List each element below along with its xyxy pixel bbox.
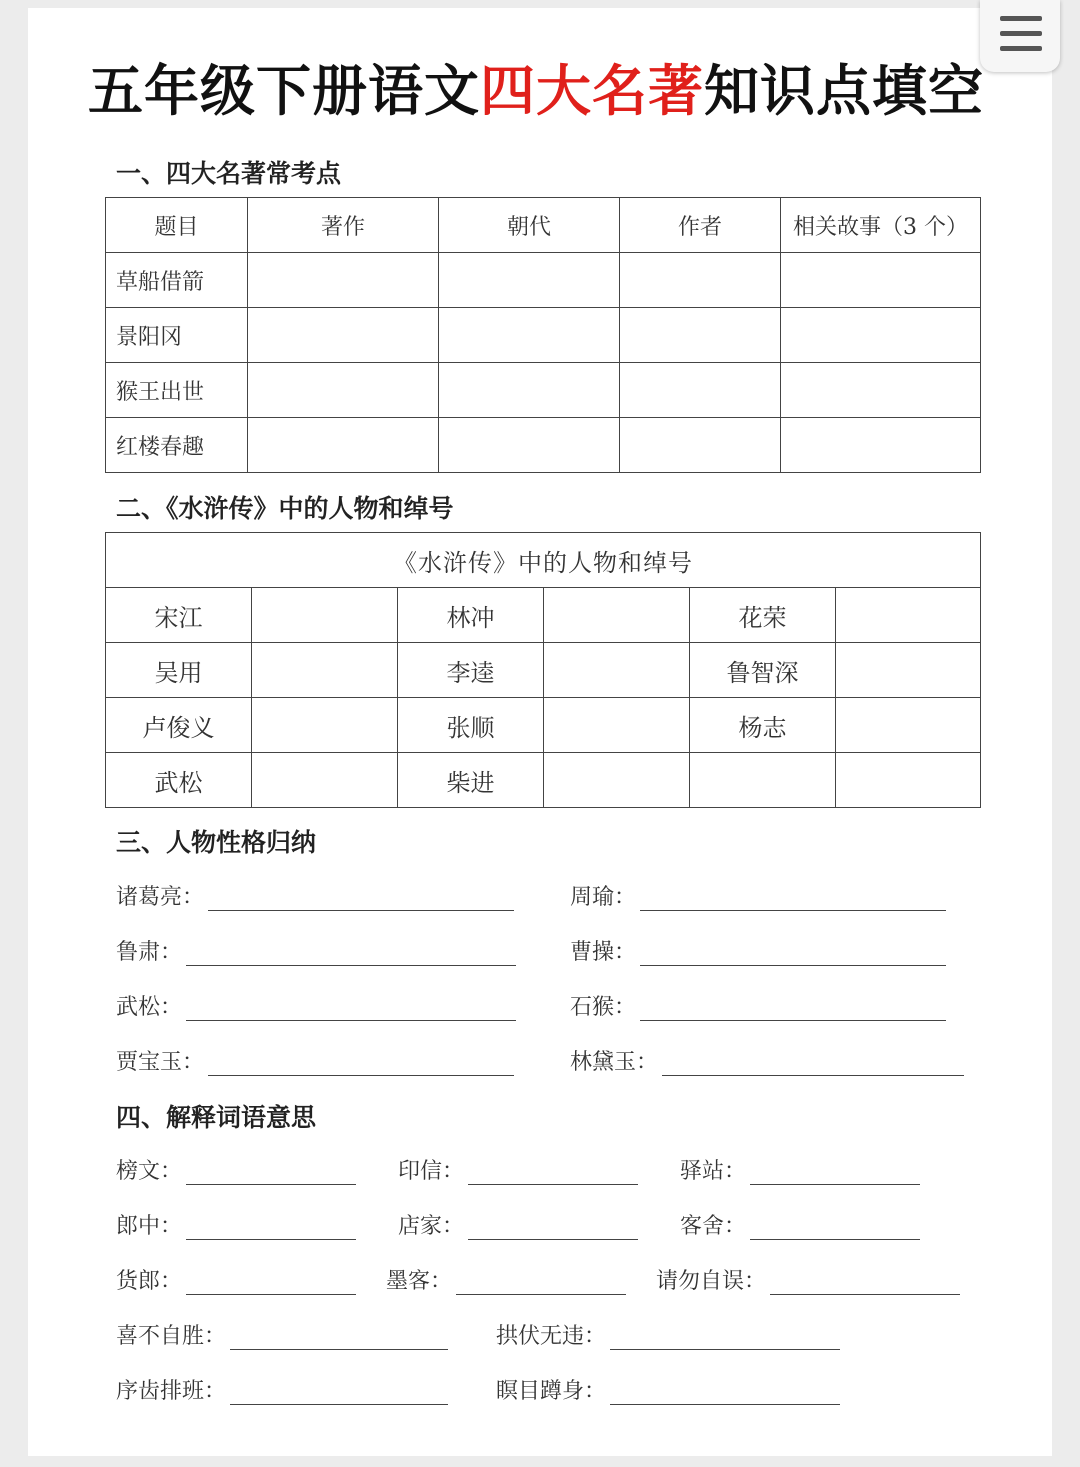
fill-item [116, 1209, 356, 1240]
characters-table [105, 532, 981, 808]
blank-cell[interactable] [439, 253, 620, 308]
character-cell: 宋江 [106, 588, 252, 643]
blank-cell[interactable] [439, 418, 620, 473]
fill-label: 货郎： [116, 1269, 183, 1294]
table-banner-row [106, 533, 981, 588]
fill-item [116, 1154, 356, 1185]
character-cell: 张顺 [398, 698, 544, 753]
blank-cell[interactable] [620, 363, 781, 418]
blank-cell[interactable] [544, 753, 690, 808]
fill-blank[interactable] [208, 1055, 514, 1076]
character-cell: 吴用 [106, 643, 252, 698]
blank-cell[interactable] [439, 363, 620, 418]
fill-blank[interactable] [186, 1164, 356, 1185]
menu-icon-bar [1000, 46, 1042, 51]
fill-item [116, 1264, 356, 1295]
fill-blank[interactable] [186, 1000, 516, 1021]
blank-cell[interactable] [248, 363, 439, 418]
blank-cell[interactable] [544, 698, 690, 753]
fill-item [680, 1154, 920, 1185]
fill-item [116, 1374, 448, 1405]
fill-blank[interactable] [610, 1329, 840, 1350]
character-cell: 鲁智深 [690, 643, 836, 698]
fill-item [116, 880, 514, 911]
header-cell: 著作 [248, 198, 439, 253]
fill-label: 序齿排班： [116, 1379, 227, 1404]
fill-blank[interactable] [186, 1219, 356, 1240]
fill-label: 拱伏无违： [496, 1324, 607, 1349]
fill-label: 喜不自胜： [116, 1324, 227, 1349]
fill-blank[interactable] [610, 1384, 840, 1405]
fill-label: 周瑜： [570, 885, 637, 910]
character-cell: 李逵 [398, 643, 544, 698]
character-cell [690, 753, 836, 808]
fill-item [398, 1209, 638, 1240]
fill-blank[interactable] [186, 945, 516, 966]
section4-heading: 四、解释词语意思 [116, 1103, 317, 1132]
section2-heading: 二、《水浒传》中的人物和绰号 [116, 494, 454, 523]
header-cell: 相关故事（3 个） [781, 198, 981, 253]
blank-cell[interactable] [836, 588, 981, 643]
story-cell: 景阳冈 [106, 308, 248, 363]
blank-cell[interactable] [544, 588, 690, 643]
fill-item [680, 1209, 920, 1240]
fill-blank[interactable] [770, 1274, 960, 1295]
fill-blank[interactable] [230, 1329, 448, 1350]
classics-table [105, 197, 981, 473]
fill-label: 林黛玉： [570, 1050, 659, 1075]
fill-item [116, 1045, 514, 1076]
fill-item [386, 1264, 626, 1295]
fill-blank[interactable] [640, 890, 946, 911]
table-row [106, 588, 981, 643]
section1-heading: 一、四大名著常考点 [116, 159, 342, 188]
blank-cell[interactable] [620, 308, 781, 363]
story-cell: 猴王出世 [106, 363, 248, 418]
fill-label: 石猴： [570, 995, 637, 1020]
fill-item [570, 990, 946, 1021]
story-cell: 草船借箭 [106, 253, 248, 308]
fill-blank[interactable] [208, 890, 514, 911]
blank-cell[interactable] [620, 418, 781, 473]
fill-label: 驿站： [680, 1159, 747, 1184]
table-row [106, 418, 981, 473]
blank-cell[interactable] [781, 418, 981, 473]
fill-label: 墨客： [386, 1269, 453, 1294]
character-cell: 卢俊义 [106, 698, 252, 753]
fill-item [496, 1319, 840, 1350]
blank-cell[interactable] [836, 753, 981, 808]
blank-cell[interactable] [620, 253, 781, 308]
table-banner: 《水浒传》中的人物和绰号 [106, 533, 981, 588]
character-cell: 杨志 [690, 698, 836, 753]
fill-blank[interactable] [230, 1384, 448, 1405]
menu-icon-bar [1000, 31, 1042, 36]
title-highlight: 四大名著 [480, 59, 705, 123]
fill-item [116, 935, 516, 966]
blank-cell[interactable] [781, 363, 981, 418]
character-cell: 花荣 [690, 588, 836, 643]
fill-item [656, 1264, 960, 1295]
fill-item [116, 990, 516, 1021]
fill-label: 鲁肃： [116, 940, 183, 965]
fill-label: 榜文： [116, 1159, 183, 1184]
table-row [106, 698, 981, 753]
character-cell: 林冲 [398, 588, 544, 643]
blank-cell[interactable] [836, 698, 981, 753]
fill-label: 郎中： [116, 1214, 183, 1239]
fill-label: 武松： [116, 995, 183, 1020]
fill-blank[interactable] [456, 1274, 626, 1295]
menu-button[interactable] [980, 0, 1060, 72]
fill-label: 请勿自误： [656, 1269, 767, 1294]
fill-label: 客舍： [680, 1214, 747, 1239]
blank-cell[interactable] [252, 588, 398, 643]
blank-cell[interactable] [781, 308, 981, 363]
fill-item [570, 935, 946, 966]
table-row [106, 253, 981, 308]
fill-label: 贾宝玉： [116, 1050, 205, 1075]
blank-cell[interactable] [781, 253, 981, 308]
table-header-row [106, 198, 981, 253]
table-row [106, 643, 981, 698]
blank-cell[interactable] [252, 698, 398, 753]
fill-item [116, 1319, 448, 1350]
table-row [106, 308, 981, 363]
section3-heading: 三、人物性格归纳 [116, 828, 317, 857]
table-row [106, 363, 981, 418]
story-cell: 红楼春趣 [106, 418, 248, 473]
blank-cell[interactable] [544, 643, 690, 698]
blank-cell[interactable] [252, 643, 398, 698]
fill-label: 店家： [398, 1214, 465, 1239]
fill-blank[interactable] [750, 1164, 920, 1185]
header-cell: 作者 [620, 198, 781, 253]
blank-cell[interactable] [439, 308, 620, 363]
blank-cell[interactable] [248, 418, 439, 473]
header-cell: 朝代 [439, 198, 620, 253]
fill-blank[interactable] [468, 1219, 638, 1240]
fill-item [496, 1374, 840, 1405]
fill-blank[interactable] [750, 1219, 920, 1240]
fill-blank[interactable] [468, 1164, 638, 1185]
fill-item [398, 1154, 638, 1185]
fill-label: 瞑目蹲身： [496, 1379, 607, 1404]
header-cell: 题目 [106, 198, 248, 253]
fill-blank[interactable] [662, 1055, 964, 1076]
fill-blank[interactable] [186, 1274, 356, 1295]
menu-icon [1000, 16, 1042, 21]
fill-blank[interactable] [640, 1000, 946, 1021]
blank-cell[interactable] [248, 253, 439, 308]
character-cell: 武松 [106, 753, 252, 808]
fill-item [570, 1045, 964, 1076]
table-row [106, 753, 981, 808]
fill-label: 印信： [398, 1159, 465, 1184]
blank-cell[interactable] [836, 643, 981, 698]
character-cell: 柴进 [398, 753, 544, 808]
blank-cell[interactable] [252, 753, 398, 808]
fill-blank[interactable] [640, 945, 946, 966]
page-title: 五年级下册语文四大名著知识点填空 [88, 59, 985, 123]
fill-item [570, 880, 946, 911]
blank-cell[interactable] [248, 308, 439, 363]
fill-label: 曹操： [570, 940, 637, 965]
fill-label: 诸葛亮： [116, 885, 205, 910]
